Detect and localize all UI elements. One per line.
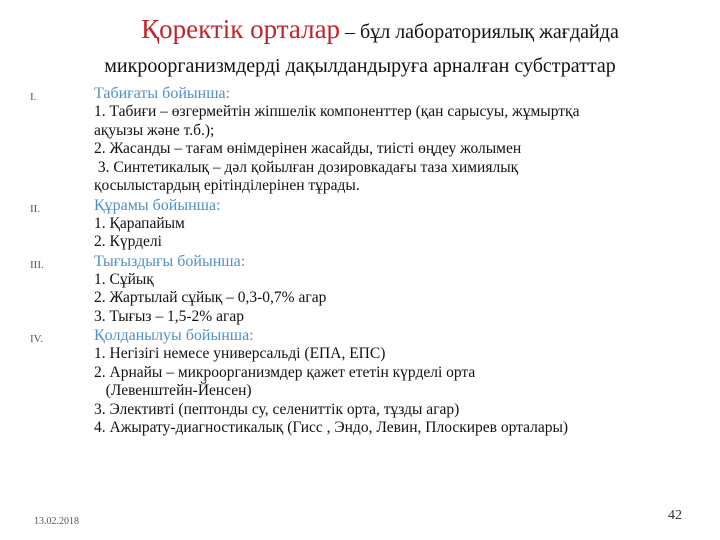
title-accent-text: Қоректік орталар (141, 14, 341, 44)
list-item: 2. Жартылай сұйық – 0,3-0,7% агар (94, 289, 327, 306)
section-density (30, 252, 690, 327)
section-numeral: III. (30, 258, 44, 271)
list-item: (Левенштейн-Йенсен) (94, 382, 252, 399)
slide-title (0, 14, 720, 81)
page-number: 42 (668, 508, 682, 523)
footer-date: 13.02.2018 (34, 516, 79, 527)
section-heading: Тығыздығы бойынша: (94, 252, 246, 270)
list-item: 2. Жасанды – тағам өнімдерінен жасайды, тиісті өңдеу жолымен (94, 140, 522, 157)
list-item: 2. Күрделі (94, 233, 162, 250)
list-item: 2. Арнайы – микроорганизмдер қажет ететін күрделі орта (94, 363, 476, 381)
list-item: 3. Элективті (пептонды су, селениттік орта, тұзды агар) (94, 400, 460, 418)
list-item: 3. Синтетикалық – дәл қойылған дозировкадағы таза химиялық (94, 158, 519, 176)
list-item: 1. Сұйық (94, 270, 154, 288)
section-numeral: IV. (30, 333, 43, 345)
title-line-1 (0, 14, 720, 47)
section-heading: Құрамы бойынша: (94, 196, 221, 214)
section-heading: Қолданылуы бойынша: (94, 327, 254, 344)
section-numeral: II. (30, 202, 41, 215)
section-numeral: I. (30, 91, 37, 103)
list-item: ақуызы және т.б.); (94, 121, 215, 139)
section-composition (30, 196, 690, 252)
section-nature (30, 84, 690, 196)
list-item: 3. Тығыз – 1,5-2% агар (94, 307, 244, 325)
content-list (30, 84, 690, 438)
title-rest-text: – бұл лабораториялық жағдайда (340, 21, 619, 43)
title-line-2: микроорганизмдерді дақылдандыруға арналған субстраттар (104, 55, 616, 77)
list-item: қосылыстардың ерітінділерінен тұрады. (94, 177, 360, 194)
list-item: 1. Табиғи – өзгермейтін жіпшелік компоненттер (қан сарысуы, жұмыртқа (94, 103, 580, 120)
list-item: 1. Қарапайым (94, 214, 185, 232)
list-item: 4. Ажырату-диагностикалық (Гисс , Эндо, Левин, Плоскирев орталары) (94, 419, 569, 436)
section-usage (30, 326, 690, 438)
section-heading: Табиғаты бойынша: (94, 85, 231, 102)
list-item: 1. Негізігі немесе универсальді (ЕПА, ЕПС) (94, 345, 386, 362)
